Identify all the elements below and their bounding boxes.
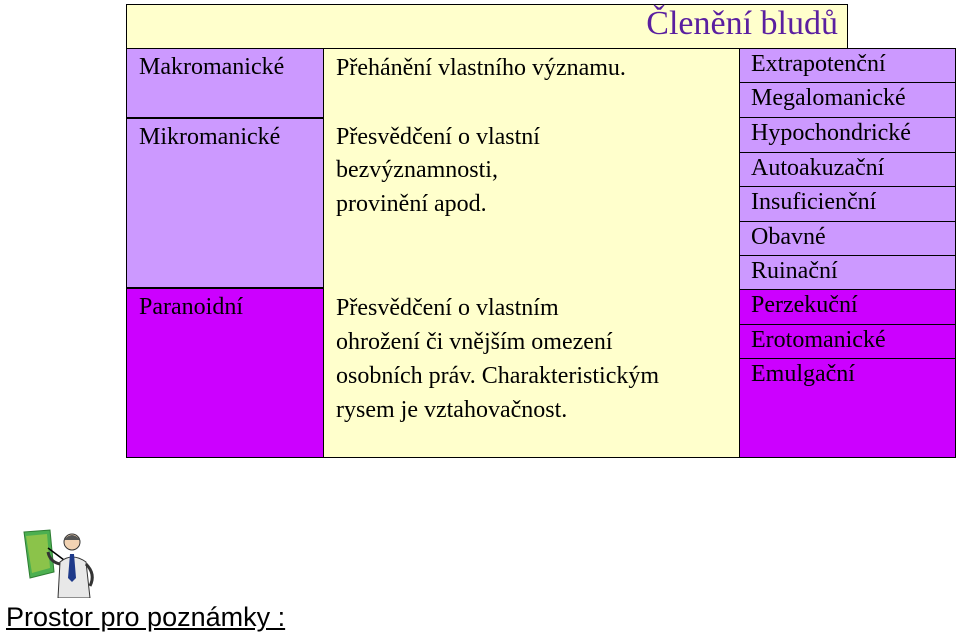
type-label: Obavné [751, 224, 826, 250]
description-line: rysem je vztahovačnost. [336, 397, 568, 423]
type-cell [739, 82, 956, 118]
teacher-clipart-icon [20, 528, 98, 598]
description-line: Přehánění vlastního významu. [336, 55, 626, 81]
description-line: provinění apod. [336, 191, 487, 217]
type-label: Erotomanické [751, 327, 886, 353]
category-label: Makromanické [139, 54, 285, 80]
type-label: Hypochondrické [751, 120, 911, 146]
type-label: Emulgační [751, 361, 855, 387]
type-label: Perzekuční [751, 292, 858, 318]
category-label: Paranoidní [139, 294, 243, 320]
type-label: Insuficienční [751, 189, 877, 215]
type-cell [739, 358, 956, 458]
category-cell-mikromanicke [126, 118, 324, 288]
type-label: Extrapotenční [751, 51, 886, 77]
description-line: ohrožení či vnějším omezení [336, 329, 613, 355]
type-label: Megalomanické [751, 85, 906, 111]
category-cell-makromanicke [126, 48, 324, 118]
slide-title: Členění bludů [646, 5, 838, 42]
type-cell [739, 117, 956, 153]
description-line: Přesvědčení o vlastní [336, 124, 540, 150]
notes-label: Prostor pro poznámky : [6, 602, 286, 632]
type-label: Autoakuzační [751, 155, 885, 181]
type-cell [739, 324, 956, 359]
description-line: bezvýznamnosti, [336, 157, 498, 183]
description-column [323, 48, 740, 458]
type-cell [739, 289, 956, 325]
type-cell [739, 48, 956, 83]
type-cell [739, 221, 956, 256]
description-line: osobních práv. Charakteristickým [336, 363, 660, 389]
category-cell-paranoidni [126, 288, 324, 458]
type-cell [739, 255, 956, 290]
description-line: Přesvědčení o vlastním [336, 295, 559, 321]
type-label: Ruinační [751, 258, 838, 284]
category-label: Mikromanické [139, 124, 281, 150]
type-cell [739, 186, 956, 222]
type-cell [739, 152, 956, 187]
